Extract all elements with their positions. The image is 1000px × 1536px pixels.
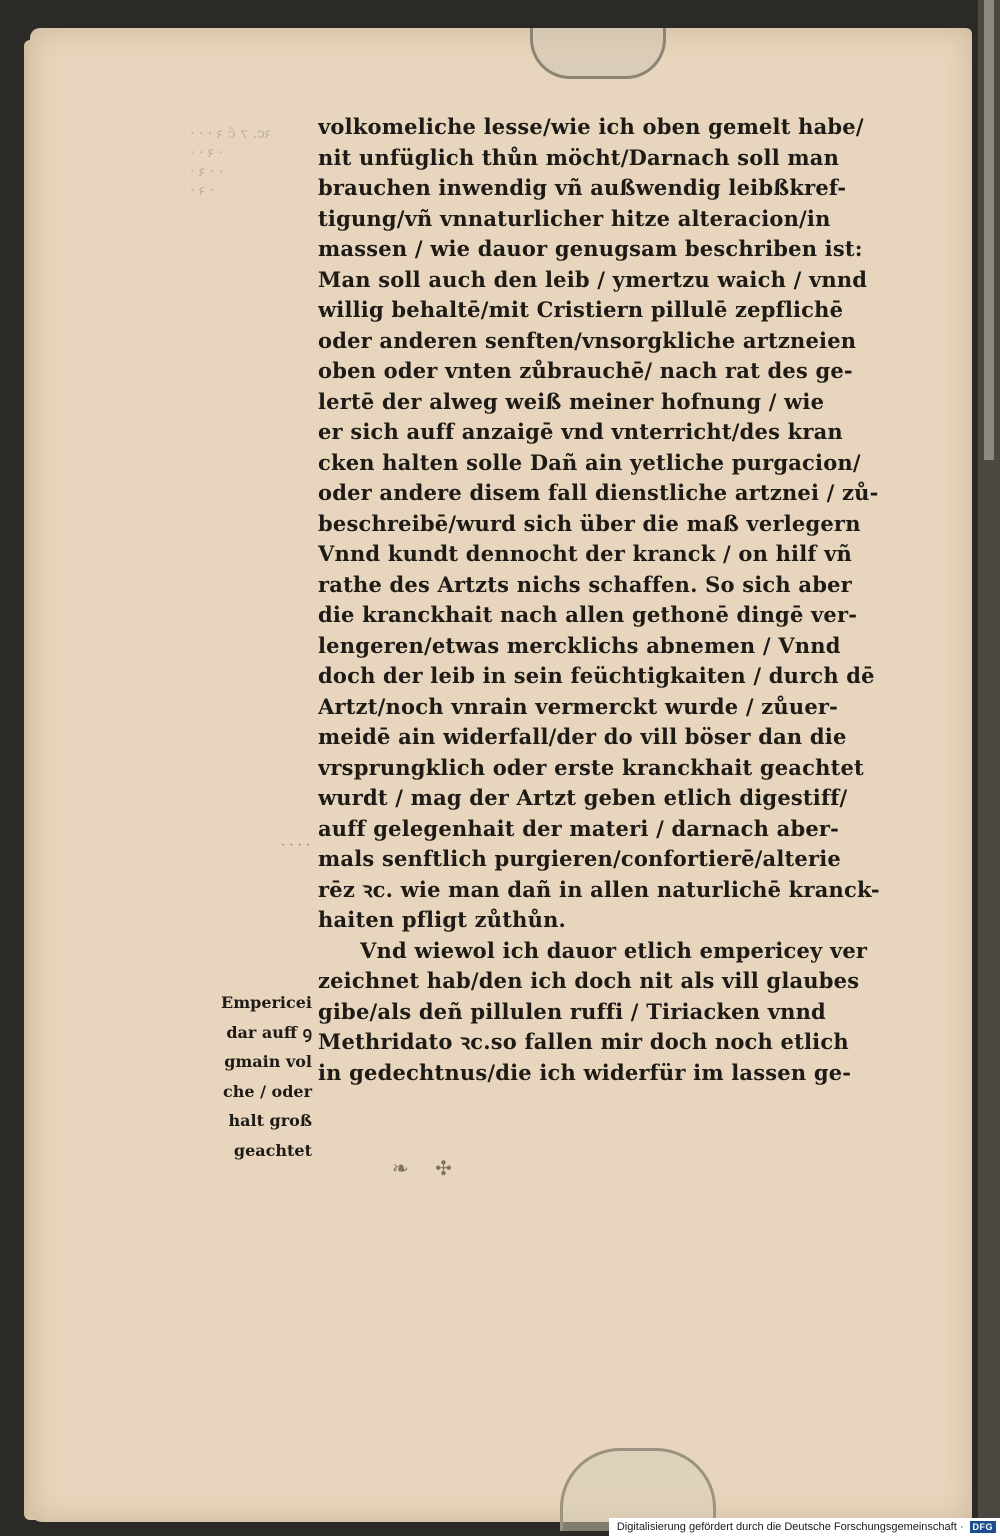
text-line: oder andere disem fall dienstliche artznei / zů- — [318, 480, 879, 505]
decorative-ornament: ❧ ✣ — [392, 1156, 462, 1180]
margin-note-line: gmain vol — [224, 1052, 312, 1071]
text-line: Man soll auch den leib / ymertzu waich / vnnd — [318, 266, 868, 292]
margin-note-line: geachtet — [233, 1140, 312, 1160]
margin-note-line: che / oder — [222, 1081, 312, 1101]
scanner-edge-bar — [984, 0, 994, 460]
text-line: gibe/als deñ pillulen ruffi / Tiriacken vnnd — [318, 998, 826, 1024]
text-line: oder anderen senften/vnsorgkliche artzneien — [318, 327, 857, 353]
text-line: haiten pfligt zůthůn. — [318, 907, 567, 932]
margin-note-line: dar auff ꝯ — [226, 1022, 312, 1042]
text-line: Vnnd kundt dennocht der kranck / on hilf vñ — [318, 541, 853, 566]
text-line: er sich auff anzaigē vnd vnterricht/des kran — [318, 419, 843, 444]
text-line: rēz ꝛc. wie man dañ in allen naturlichē kranck- — [318, 876, 880, 902]
text-line: oben oder vnten zůbrauchē/ nach rat des ge- — [318, 358, 853, 383]
text-line: rathe des Artzts nichs schaffen. So sich aber — [318, 571, 852, 597]
text-line: brauchen inwendig vñ außwendig leibßkref- — [318, 175, 847, 200]
text-line: lengeren/etwas mercklichs abnemen / Vnnd — [318, 632, 841, 658]
show-through-text: ꝛc. ⁊ c̄ ꝛ · · · · ꝛ · · · · ꝛ · · ꝛ · — [190, 126, 272, 199]
page-clip-top — [530, 28, 666, 79]
text-line: nit unfüglich thůn möcht/Darnach soll man — [318, 144, 840, 170]
text-line: lertē der alweg weiß meiner hofnung / wie — [318, 388, 825, 414]
dfg-logo: DFG — [970, 1521, 997, 1533]
text-line: volkomeliche lesse/wie ich oben gemelt habe/ — [318, 114, 864, 139]
text-line: beschreibē/wurd sich über die maß verlegern — [318, 510, 861, 536]
faded-margin-mark: · · · · — [281, 838, 310, 853]
digitization-credit-bar — [609, 1518, 1000, 1536]
text-line: massen / wie dauor genugsam beschriben ist: — [318, 236, 863, 261]
marginal-note — [188, 988, 312, 1165]
text-line: Artzt/noch vnrain vermerckt wurde / zůuer- — [318, 693, 839, 719]
text-line: doch der leib in sein feüchtigkaiten / durch dē — [318, 663, 875, 688]
text-line: mals senftlich purgieren/confortierē/alterie — [318, 846, 841, 871]
text-line: tigung/vñ vnnaturlicher hitze alteracion/in — [318, 205, 831, 231]
text-line: meidē ain widerfall/der do vill böser dan die — [318, 724, 847, 749]
text-line: willig behaltē/mit Cristiern pillulē zepflichē — [318, 297, 844, 322]
main-text-block — [318, 112, 930, 1088]
paragraph-start-line: Vnd wiewol ich dauor etlich empericey ver — [360, 937, 868, 963]
text-line: in gedechtnus/die ich widerfür im lassen ge- — [318, 1059, 852, 1085]
text-line: auff gelegenhait der materi / darnach aber- — [318, 815, 840, 841]
margin-note-line: halt groß — [228, 1111, 312, 1130]
text-line: die kranckhait nach allen gethonē dingē ver- — [318, 602, 858, 627]
text-line: zeichnet hab/den ich doch nit als vill glaubes — [318, 968, 860, 993]
margin-note-line: Empericei — [221, 993, 312, 1012]
credit-text: Digitalisierung gefördert durch die Deutsche Forschungsgemeinschaft · — [616, 1521, 964, 1533]
text-line: wurdt / mag der Artzt geben etlich digestiff/ — [318, 785, 848, 810]
text-line: Methridato ꝛc.so fallen mir doch noch etlich — [318, 1029, 849, 1054]
text-line: vrsprungklich oder erste kranckhait geachtet — [318, 754, 864, 780]
text-line: cken halten solle Dañ ain yetliche purgacion/ — [318, 449, 861, 475]
